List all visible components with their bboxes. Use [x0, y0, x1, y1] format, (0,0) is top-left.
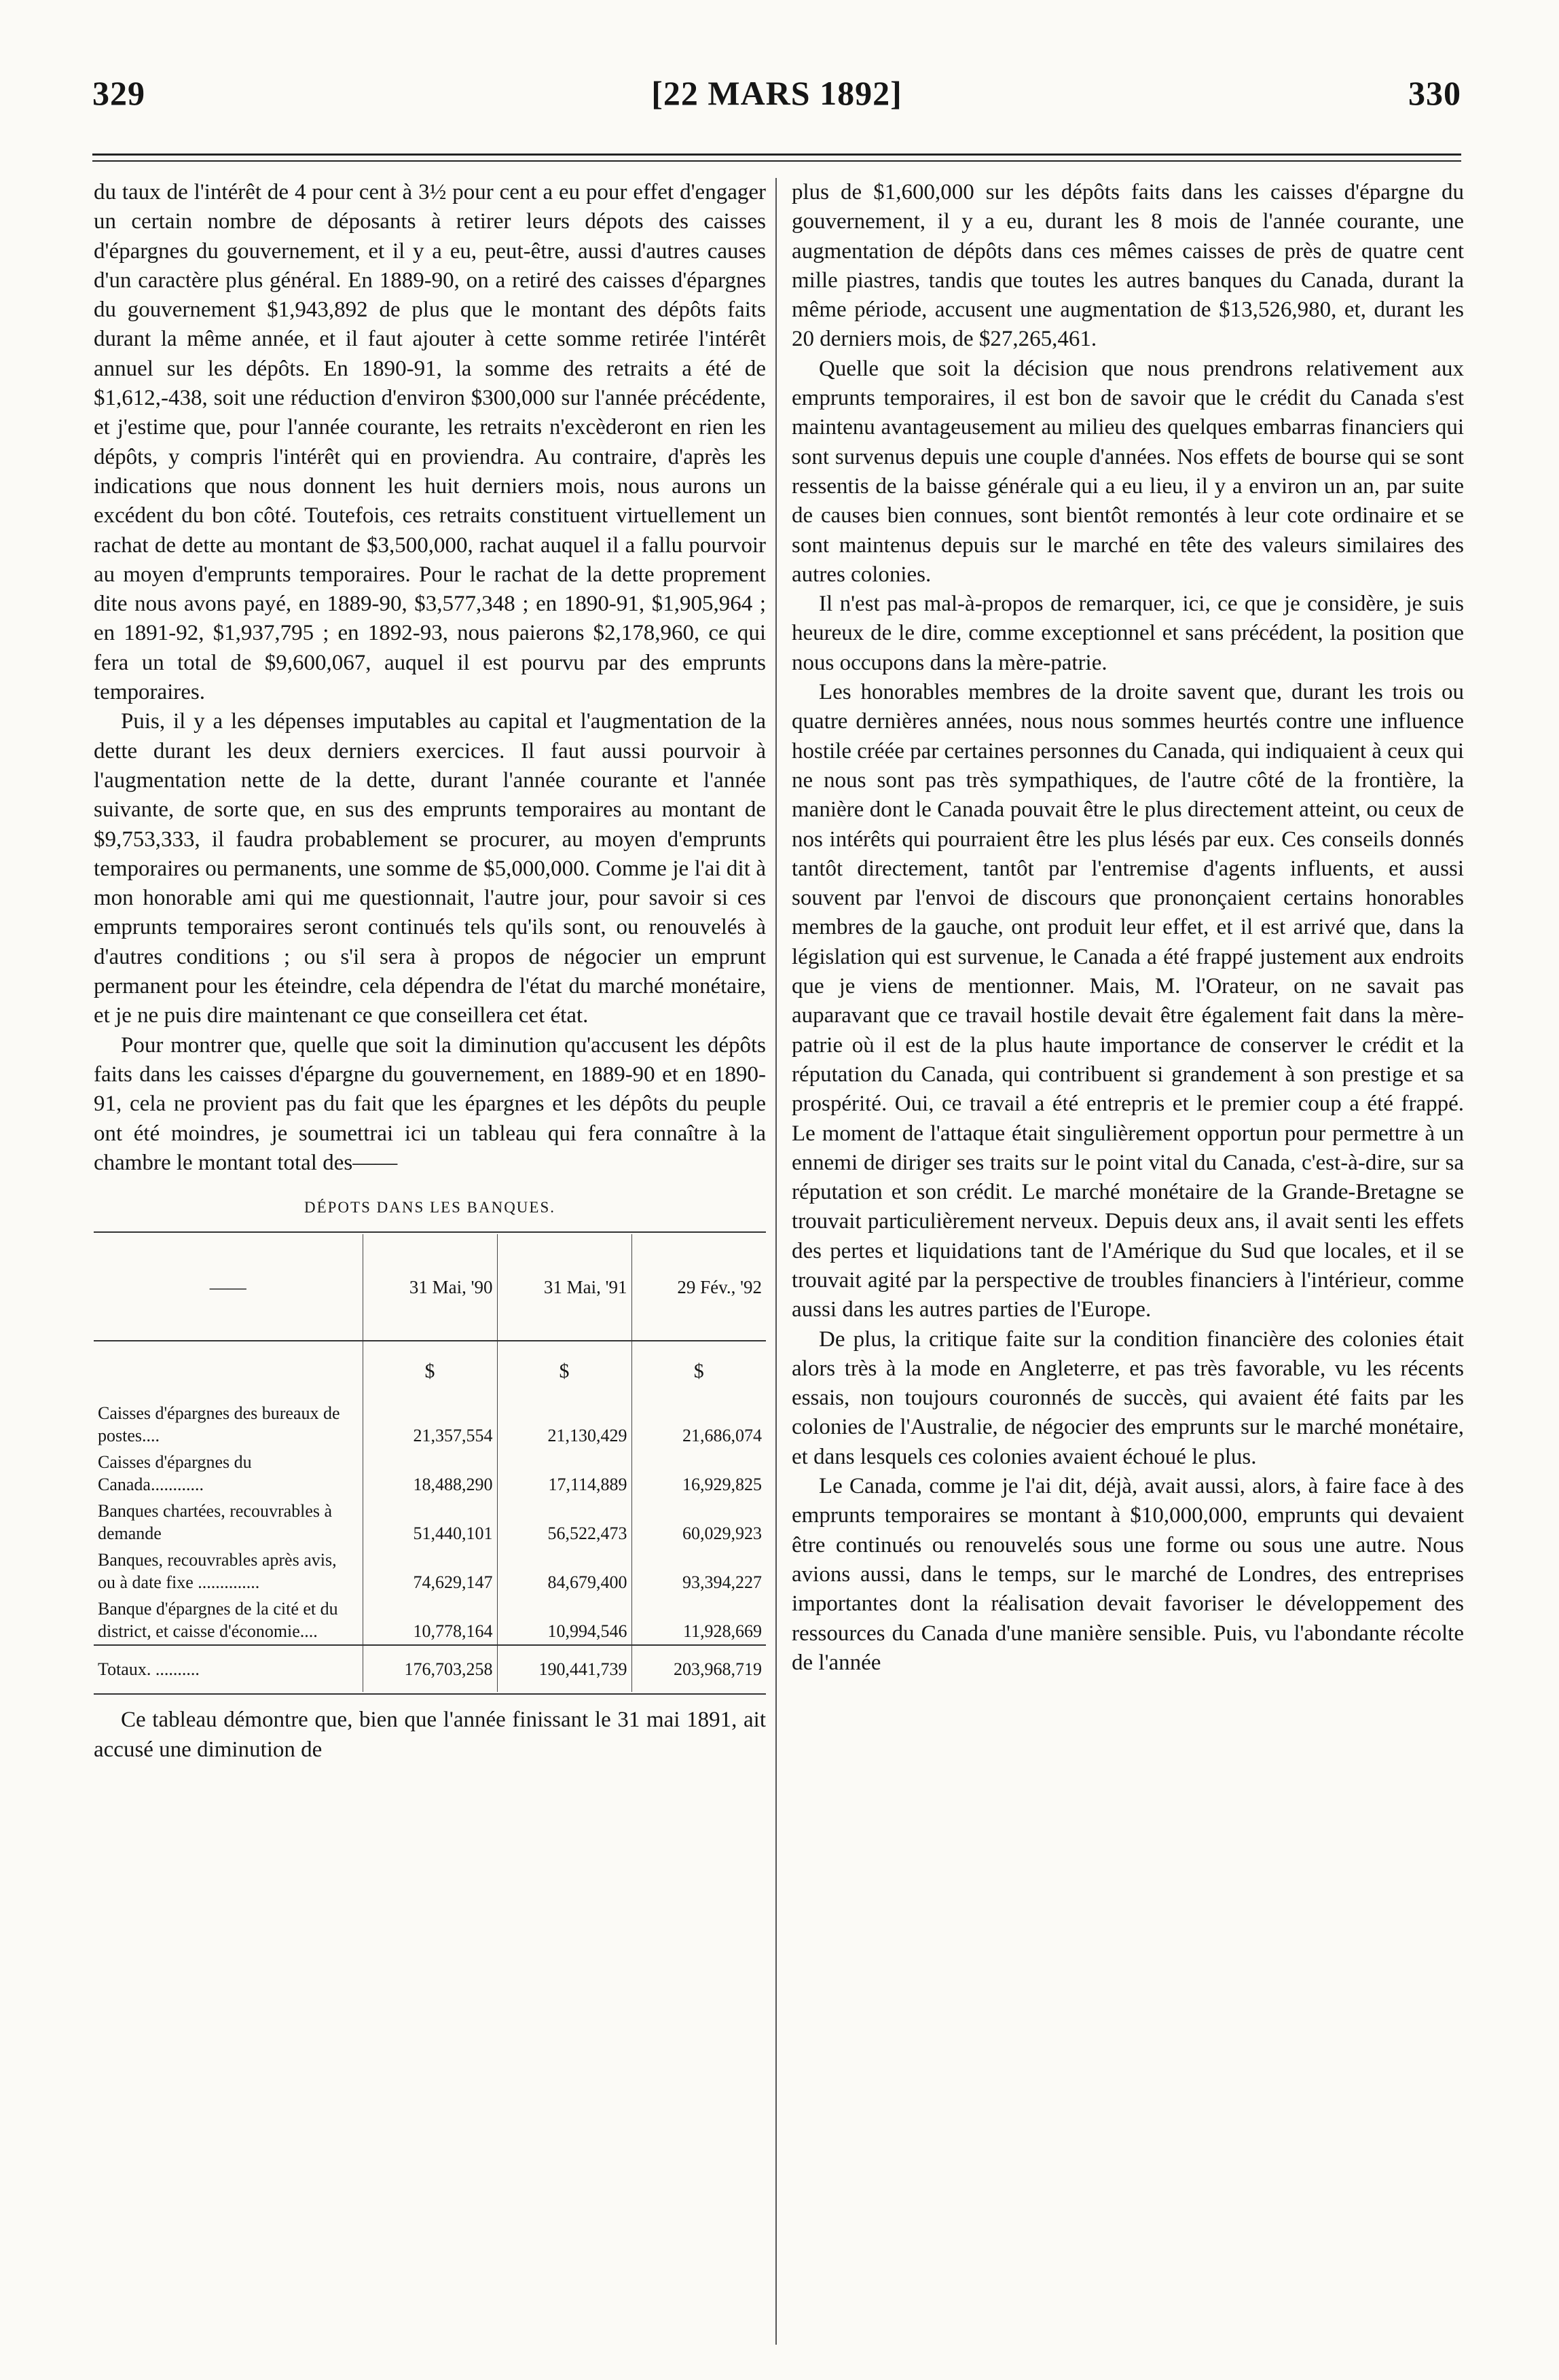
total-cell: 190,441,739	[497, 1645, 631, 1692]
total-cell: 176,703,258	[363, 1645, 497, 1692]
table-row	[94, 1400, 766, 1449]
right-paragraph-2: Quelle que soit la décision que nous prendrons relativement aux emprunts temporaires, il est bon de savoir que le crédit du Canada s'est maintenu avantageusement au milieu des quelques embarras financiers qui sont survenus depuis une couple d'années. Nos effets de bourse qui se sont ressentis de la baisse générale qui a eu lieu, il y a environ un an, par suite de causes bien connues, sont bientôt remontés à leur cote ordinaire et se sont maintenus depuis sur le marché en tête des valeurs similaires des autres colonies.	[792, 356, 1464, 587]
right-column	[792, 178, 1464, 2358]
left-page-number: 329	[92, 74, 145, 112]
row-label: Caisses d'épargnes des bureaux de postes....	[98, 1403, 340, 1446]
table-title: DÉPOTS DANS LES BANQUES.	[304, 1199, 556, 1216]
table-cell: 21,357,554	[363, 1400, 497, 1449]
table-row	[94, 1498, 766, 1547]
table-cell: 17,114,889	[497, 1449, 631, 1498]
row-label: Banques, recouvrables après avis, ou à date fixe ..............	[98, 1550, 337, 1593]
right-paragraph-4: Les honorables membres de la droite savent que, durant les trois ou quatre dernières années, nous nous sommes heurtés contre une influence hostile créée par certaines personnes du Canada, qui indiquaient à ceux qui ne nous sont pas très sympathiques, de l'autre côté de la frontière, la manière dont le Canada pouvait être le plus directement atteint, ou ceux de nos intérêts qui pourraient être les plus lésés par eux. Ces conseils donnés tantôt directement, tantôt par l'entremise d'agents influents, et aussi souvent par l'envoi de discours que prononçaient certains honorables membres de la gauche, ont produit leur effet, et il est arrivé que, dans la législation qui est survenue, le Canada a été frappé justement aux endroits que je viens de mentionner. Mais, M. l'Orateur, on ne savait pas auparavant que ce travail hostile devait être également fait dans la mère-patrie où il est de la plus haute importance de conserver le crédit et la réputation du Canada, qui contribuent si grandement à son prestige et sa prospérité. Oui, ce travail a été entrepris et le premier coup a été frappé. Le moment de l'attaque était singulièrement opportun pour permettre à un ennemi de diriger ses traits sur le point vital du Canada, c'est-à-dire, sur sa réputation et son crédit. Le marché monétaire de la Grande-Bretagne se trouvait particulièrement nerveux. Depuis deux ans, il avait senti les effets des pertes et liquidations tant de l'Amérique du Sud que locales, et il se trouvait agité par la perspective de troubles financiers à l'intérieur, comme aussi dans les autres parties de l'Europe.	[792, 680, 1464, 1322]
table-header-label: ——	[94, 1234, 363, 1341]
table-header-row	[94, 1234, 766, 1341]
header-rule-top	[92, 154, 1461, 156]
right-page-number: 330	[1408, 74, 1461, 112]
deposits-table-frame	[94, 1231, 766, 1695]
table-cell: 10,778,164	[363, 1595, 497, 1645]
table-row	[94, 1547, 766, 1595]
table-row	[94, 1449, 766, 1498]
table-row	[94, 1595, 766, 1645]
totals-row	[94, 1645, 766, 1692]
right-paragraph-1: plus de $1,600,000 sur les dépôts faits dans les caisses d'épargne du gouvernement, il y a eu, durant les 8 mois de l'année courante, une augmentation de dépôts dans ces mêmes caisses de près de quatre cent mille piastres, tandis que toutes les autres banques du Canada, durant la même période, accusent une augmentation de $13,526,980, et, durant les 20 derniers mois, de $27,265,461.	[792, 180, 1464, 352]
header-rule-bottom	[92, 160, 1461, 162]
unit-cell: $	[631, 1341, 766, 1400]
table-cell: 84,679,400	[497, 1547, 631, 1595]
column-header-1890: 31 Mai, '90	[363, 1234, 497, 1341]
table-cell: 18,488,290	[363, 1449, 497, 1498]
deposits-table	[94, 1234, 766, 1692]
table-cell: 74,629,147	[363, 1547, 497, 1595]
total-cell: 203,968,719	[631, 1645, 766, 1692]
table-cell: 21,686,074	[631, 1400, 766, 1449]
unit-cell: $	[497, 1341, 631, 1400]
right-paragraph-3: Il n'est pas mal-à-propos de remarquer, ici, ce que je considère, je suis heureux de le dire, comme exceptionnel et sans précédent, la position que nous occupons dans la mère-patrie.	[792, 592, 1464, 675]
right-paragraph-5: De plus, la critique faite sur la condition financière des colonies était alors très à la mode en Angleterre, et pas très favorable, vu les récents essais, non toujours couronnés de succès, qui avaient été faits par les colonies de l'Australie, de négocier des emprunts sur le marché monétaire, et dans lesquels ces colonies avaient échoué le plus.	[792, 1327, 1464, 1469]
left-paragraph-3: Pour montrer que, quelle que soit la diminution qu'accusent les dépôts faits dans les caisses d'épargne du gouvernement, en 1889-90 et en 1890-91, cela ne provient pas du fait que les épargnes et les dépôts du peuple ont été moindres, je soumettrai ici un tableau qui fera connaître à la chambre le montant total des——	[94, 1032, 766, 1175]
header-date: [22 MARS 1892]	[651, 74, 902, 112]
table-cell: 21,130,429	[497, 1400, 631, 1449]
totals-label: Totaux. ..........	[94, 1645, 363, 1692]
table-cell: 10,994,546	[497, 1595, 631, 1645]
table-cell: 93,394,227	[631, 1547, 766, 1595]
table-cell: 56,522,473	[497, 1498, 631, 1547]
unit-row	[94, 1341, 766, 1400]
left-paragraph-4: Ce tableau démontre que, bien que l'année finissant le 31 mai 1891, ait accusé une diminution de	[94, 1708, 766, 1762]
page-header	[92, 62, 1461, 124]
row-label: Caisses d'épargnes du Canada............	[98, 1452, 252, 1495]
column-divider	[775, 178, 777, 2345]
column-header-1892: 29 Fév., '92	[631, 1234, 766, 1341]
right-paragraph-6: Le Canada, comme je l'ai dit, déjà, avait aussi, alors, à faire face à des emprunts temporaires se montant à $10,000,000, emprunts qui devaient être continués ou renouvelés sous une forme ou sous une autre. Nous avions aussi, dans le temps, sur le marché de Londres, des entreprises importantes dont la réalisation devait favoriser le développement des ressources du Canada d'une manière sensible. Puis, vu l'abondante récolte de l'année	[792, 1474, 1464, 1675]
table-cell: 60,029,923	[631, 1498, 766, 1547]
table-cell: 11,928,669	[631, 1595, 766, 1645]
unit-cell: $	[363, 1341, 497, 1400]
left-paragraph-2: Puis, il y a les dépenses imputables au capital et l'augmentation de la dette durant les deux derniers exercices. Il faut aussi pourvoir à l'augmentation nette de la dette, durant l'année courante et l'année suivante, de sorte que, en sus des emprunts temporaires au montant de $9,753,333, il faudra probablement se procurer, au moyen d'emprunts temporaires ou permanents, une somme de $5,000,000. Comme je l'ai dit à mon honorable ami qui me questionnait, l'autre jour, pour savoir si ces emprunts temporaires seront continués tels qu'ils sont, ou renouvelés à d'autres conditions ; ou s'il sera à propos de négocier un emprunt permanent pour les éteindre, cela dépendra de l'état du marché monétaire, et je ne puis dire maintenant ce que conseillera cet état.	[94, 709, 766, 1028]
table-cell: 51,440,101	[363, 1498, 497, 1547]
row-label: Banques chartées, recouvrables à demande	[98, 1501, 333, 1544]
left-paragraph-1: du taux de l'intérêt de 4 pour cent à 3½ pour cent a eu pour effet d'engager un certain nombre de déposants à retirer leurs dépots des caisses d'épargnes du gouvernement, et il y a eu, peut-être, aussi d'autres causes d'un caractère plus général. En 1889-90, on a retiré des caisses d'épargnes du gouvernement $1,943,892 de plus que le montant des dépôts faits durant la même année, et il faut ajouter à cette somme retirée l'intérêt annuel sur les dépôts. En 1890-91, la somme des retraits a été de $1,612,-438, soit une réduction d'environ $300,000 sur l'année précédente, et j'estime que, pour l'année courante, les retraits n'excèderont en rien les dépôts, y compris l'intérêt qui en proviendra. Au contraire, d'après les indications que nous donnent les huit derniers mois, nous aurons un excédent du bon côté. Toutefois, ces retraits constituent virtuellement un rachat de dette au montant de $3,500,000, rachat auquel il a fallu pourvoir au moyen d'emprunts temporaires. Pour le rachat de la dette proprement dite nous avons payé, en 1889-90, $3,577,348 ; en 1890-91, $1,905,964 ; en 1891-92, $1,937,795 ; en 1892-93, nous paierons $2,178,960, ce qui fera un total de $9,600,067, auquel il est pourvu par des emprunts temporaires.	[94, 180, 766, 705]
left-column	[94, 178, 766, 2358]
column-header-1891: 31 Mai, '91	[497, 1234, 631, 1341]
table-cell: 16,929,825	[631, 1449, 766, 1498]
row-label: Banque d'épargnes de la cité et du district, et caisse d'économie....	[98, 1599, 338, 1642]
